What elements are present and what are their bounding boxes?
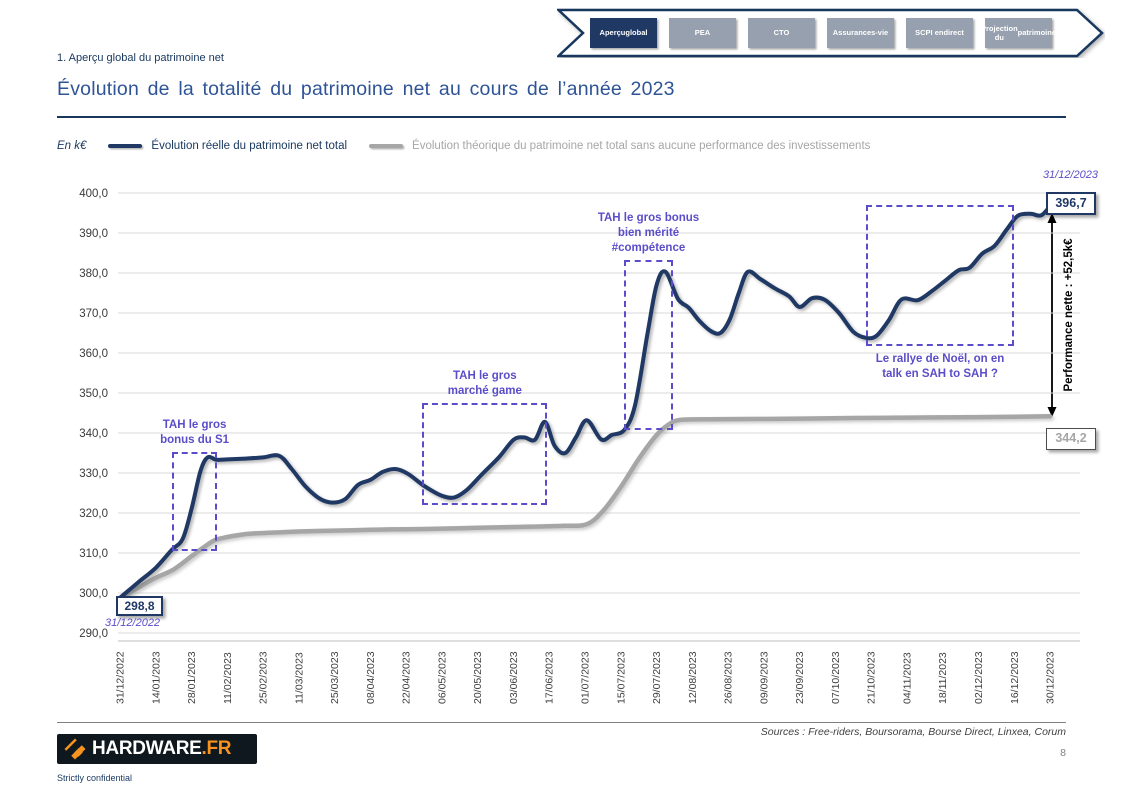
annotation-box-marche-game [422,403,547,505]
annotation-box-bonus-s1 [172,452,217,551]
annotation-label-marche-game: TAH le gros marché game [447,370,522,397]
y-tick-label: 360,0 [79,348,108,361]
tab-scpi-direct[interactable]: SCPI en direct [906,18,973,48]
hardware-fr-logo-icon [63,737,87,761]
y-tick-label: 380,0 [79,268,108,281]
x-tick-label: 01/07/2023 [579,651,592,704]
x-tick-label: 30/12/2023 [1044,651,1057,704]
x-tick-label: 15/07/2023 [615,651,628,704]
x-tick-label: 31/12/2022 [114,651,127,704]
x-tick-label: 23/09/2023 [794,651,807,704]
x-tick-label: 02/12/2023 [973,651,985,704]
x-tick-label: 12/08/2023 [686,651,699,704]
y-tick-label: 310,0 [79,548,108,561]
annotation-label-bonus-s1: TAH le gros bonus du S1 [160,418,230,446]
legend-label: Évolution réelle du patrimoine net total [151,140,348,152]
annotation-box-bonus-competence [624,260,672,430]
x-tick-label: 07/10/2023 [829,651,842,704]
end-date-label: 31/12/2023 [1042,169,1098,181]
annotation-label-bonus-competence: TAH le gros bonus bien mérité #compétence [597,211,700,254]
y-tick-label: 340,0 [79,428,108,441]
x-tick-label: 17/06/2023 [543,651,556,704]
logo-wordmark: HARDWARE.FR [92,738,232,759]
x-tick-label: 26/08/2023 [722,651,735,704]
tab-pea[interactable]: PEA [669,18,736,48]
tab-assurances-vie[interactable]: Assurances- vie [827,18,894,48]
page-number: 8 [1060,747,1066,759]
y-tick-label: 320,0 [79,508,108,521]
y-tick-label: 300,0 [79,588,108,601]
x-tick-label: 29/07/2023 [651,651,664,704]
start-value-callout: 298,8 [116,596,163,616]
x-tick-label: 11/02/2023 [221,652,234,704]
sources-note: Sources : Free-riders, Boursorama, Bourse Direct, Linxea, Corum [760,726,1066,738]
end-value-theo-callout: 344,2 [1046,428,1096,450]
annotation-box-rallye-noel [866,205,1014,346]
net-performance-label: Performance nette : +52,5k€ [1063,238,1075,392]
y-tick-label: 390,0 [79,228,108,241]
x-tick-label: 16/12/2023 [1008,651,1021,704]
axis-unit-label: En k€ [57,140,87,152]
performance-arrow [1048,213,1057,417]
x-tick-label: 03/06/2023 [508,651,520,704]
tab-apercu-global[interactable]: Aperçu global [590,18,657,48]
end-value-real-callout: 396,7 [1046,192,1096,215]
y-tick-label: 330,0 [79,468,108,481]
x-tick-label: 09/09/2023 [758,651,771,704]
x-tick-label: 06/05/2023 [436,651,449,704]
x-tick-label: 25/03/2023 [329,651,342,704]
hardware-fr-logo [57,734,257,764]
x-tick-label: 22/04/2023 [400,651,413,704]
x-tick-label: 18/11/2023 [937,652,950,704]
x-tick-label: 25/02/2023 [257,651,270,704]
y-tick-label: 370,0 [79,308,108,321]
x-tick-label: 11/03/2023 [293,652,306,704]
annotation-label-rallye-noel: Le rallye de Noël, on en talk en SAH to SAH ? [875,352,1005,380]
x-tick-label: 14/01/2023 [150,651,163,704]
x-tick-label: 08/04/2023 [364,651,377,704]
x-tick-label: 20/05/2023 [472,651,485,704]
tab-projection-patrimoine[interactable]: Projection du patrimoine [985,18,1052,48]
start-date-label: 31/12/2022 [105,617,161,629]
x-tick-label: 21/10/2023 [865,651,878,704]
x-tick-label: 28/01/2023 [186,651,198,704]
y-tick-label: 290,0 [79,628,108,641]
page-title: Évolution de la totalité du patrimoine net au cours de l’année 2023 [57,78,675,100]
y-tick-label: 400,0 [79,188,108,201]
confidential-note: Strictly confidential [57,773,133,783]
footer-rule [57,722,1066,723]
y-tick-label: 350,0 [79,388,108,401]
legend-label: Évolution théorique du patrimoine net total sans aucune performance des investissements [412,140,871,152]
breadcrumb: 1. Aperçu global du patrimoine net [57,52,224,64]
tab-cto[interactable]: CTO [748,18,815,48]
x-tick-label: 04/11/2023 [901,652,914,704]
